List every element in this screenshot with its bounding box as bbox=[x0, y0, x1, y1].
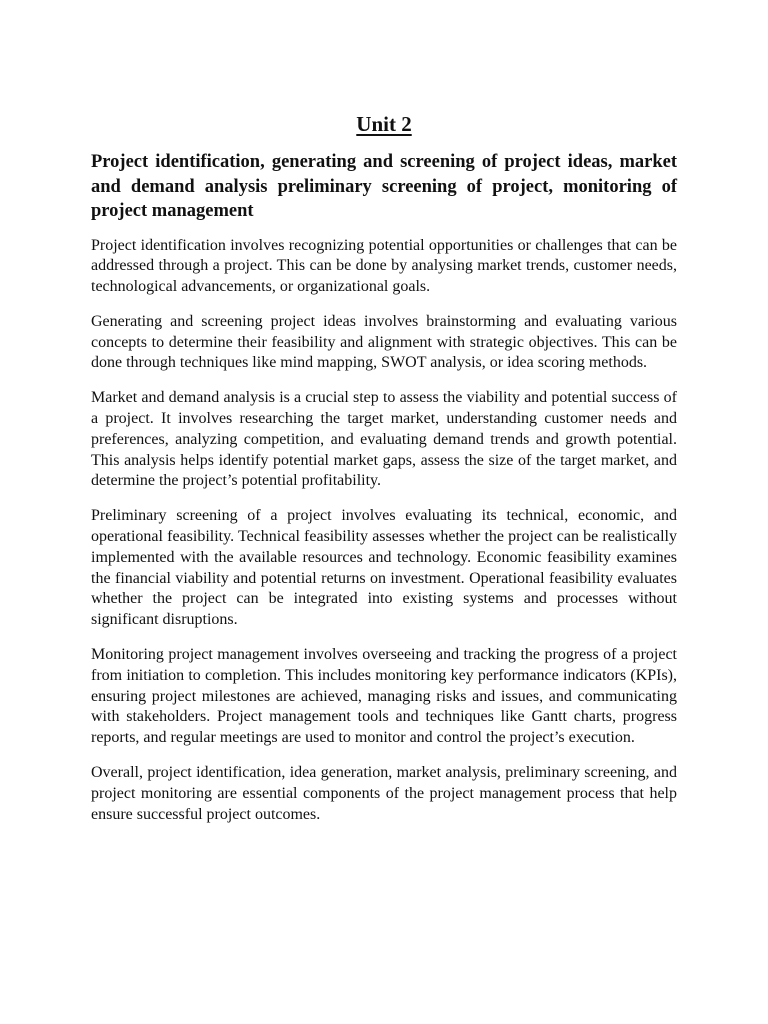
unit-title: Unit 2 bbox=[356, 112, 412, 136]
paragraph-preliminary-screening: Preliminary screening of a project involves evaluating its technical, economic, and operational feasibility. Technical feasibility assesses whether the project can be realistically implemented with the available resources and technology. Economic feasibility examines the financial viability and potential returns on investment. Operational feasibility evaluates whether the project can be integrated into existing systems and processes without significant disruptions. bbox=[91, 507, 677, 629]
paragraph-monitoring: Monitoring project management involves overseeing and tracking the progress of a project from initiation to completion. This includes monitoring key performance indicators (KPIs), ensuring project milestones are achieved, managing risks and issues, and communicating with stakeholders. Project management tools and techniques like Gantt charts, progress reports, and regular meetings are used to monitor and control the project’s execution. bbox=[91, 646, 677, 747]
paragraph-project-identification: Project identification involves recognizing potential opportunities or challenges that can be addressed through a project. This can be done by analysing market trends, customer needs, technological advancements, or organizational goals. bbox=[91, 236, 677, 296]
section-heading: Project identification, generating and screening of project ideas, market and demand analysis preliminary screening of project, monitoring of project management bbox=[91, 152, 677, 221]
paragraph-conclusion: Overall, project identification, idea generation, market analysis, preliminary screening, and project monitoring are essential components of the project management process that help ensure successful project outcomes. bbox=[91, 764, 677, 823]
document-body bbox=[91, 150, 677, 839]
paragraph-idea-screening: Generating and screening project ideas involves brainstorming and evaluating various concepts to determine their feasibility and alignment with strategic objectives. This can be done through techniques like mind mapping, SWOT analysis, or idea scoring methods. bbox=[91, 312, 677, 372]
paragraph-market-demand-analysis: Market and demand analysis is a crucial step to assess the viability and potential success of a project. It involves researching the target market, understanding customer needs and preferences, analyzing competition, and evaluating demand trends and growth potential. This analysis helps identify potential market gaps, assess the size of the target market, and determine the project’s potential profitability. bbox=[91, 389, 677, 490]
